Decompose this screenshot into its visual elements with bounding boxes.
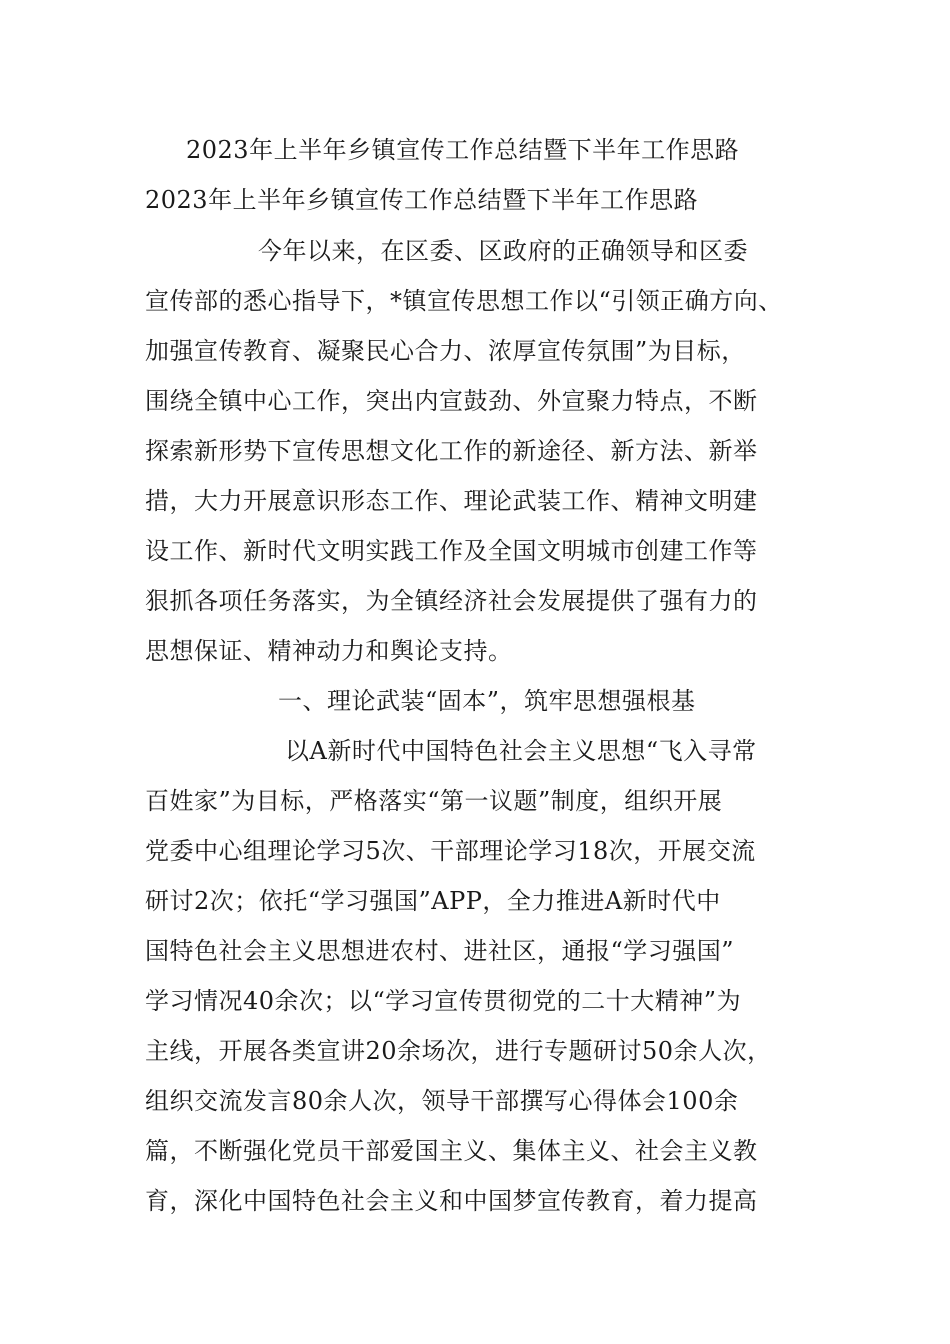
paragraph-line: 国特色社会主义思想进农村、进社区，通报“学习强国” [145,937,735,965]
paragraph-line: 以A新时代中国特色社会主义思想“飞入寻常 [285,737,757,765]
paragraph-line: 育，深化中国特色社会主义和中国梦宣传教育，着力提高 [145,1187,758,1215]
paragraph-line: 今年以来，在区委、区政府的正确领导和区委 [258,237,748,265]
paragraph-line: 主线，开展各类宣讲20余场次，进行专题研讨50余人次， [145,1037,772,1065]
paragraph-line: 设工作、新时代文明实践工作及全国文明城市创建工作等 [145,537,758,565]
paragraph-line: 加强宣传教育、凝聚民心合力、浓厚宣传氛围”为目标， [145,337,746,365]
paragraph-line: 篇，不断强化党员干部爱国主义、集体主义、社会主义教 [145,1137,758,1165]
paragraph-line: 宣传部的悉心指导下，*镇宣传思想工作以“引领正确方向、 [145,287,783,315]
section-heading: 一、理论武装“固本”，筑牢思想强根基 [278,687,696,715]
paragraph-line: 措，大力开展意识形态工作、理论武装工作、精神文明建 [145,487,758,515]
document-title: 2023年上半年乡镇宣传工作总结暨下半年工作思路 [186,136,740,164]
paragraph-line: 思想保证、精神动力和舆论支持。 [145,637,513,665]
paragraph-line: 狠抓各项任务落实，为全镇经济社会发展提供了强有力的 [145,587,758,615]
paragraph-line: 围绕全镇中心工作，突出内宣鼓劲、外宣聚力特点，不断 [145,387,758,415]
paragraph-line: 探索新形势下宣传思想文化工作的新途径、新方法、新举 [145,437,758,465]
paragraph-line: 研讨2次；依托“学习强国”APP，全力推进A新时代中 [145,887,721,915]
paragraph-line: 百姓家”为目标，严格落实“第一议题”制度，组织开展 [145,787,723,815]
paragraph-line: 组织交流发言80余人次，领导干部撰写心得体会100余 [145,1087,739,1115]
paragraph-line: 学习情况40余次；以“学习宣传贯彻党的二十大精神”为 [145,987,742,1015]
document-subtitle: 2023年上半年乡镇宣传工作总结暨下半年工作思路 [145,186,699,214]
paragraph-line: 党委中心组理论学习5次、干部理论学习18次，开展交流 [145,837,756,865]
